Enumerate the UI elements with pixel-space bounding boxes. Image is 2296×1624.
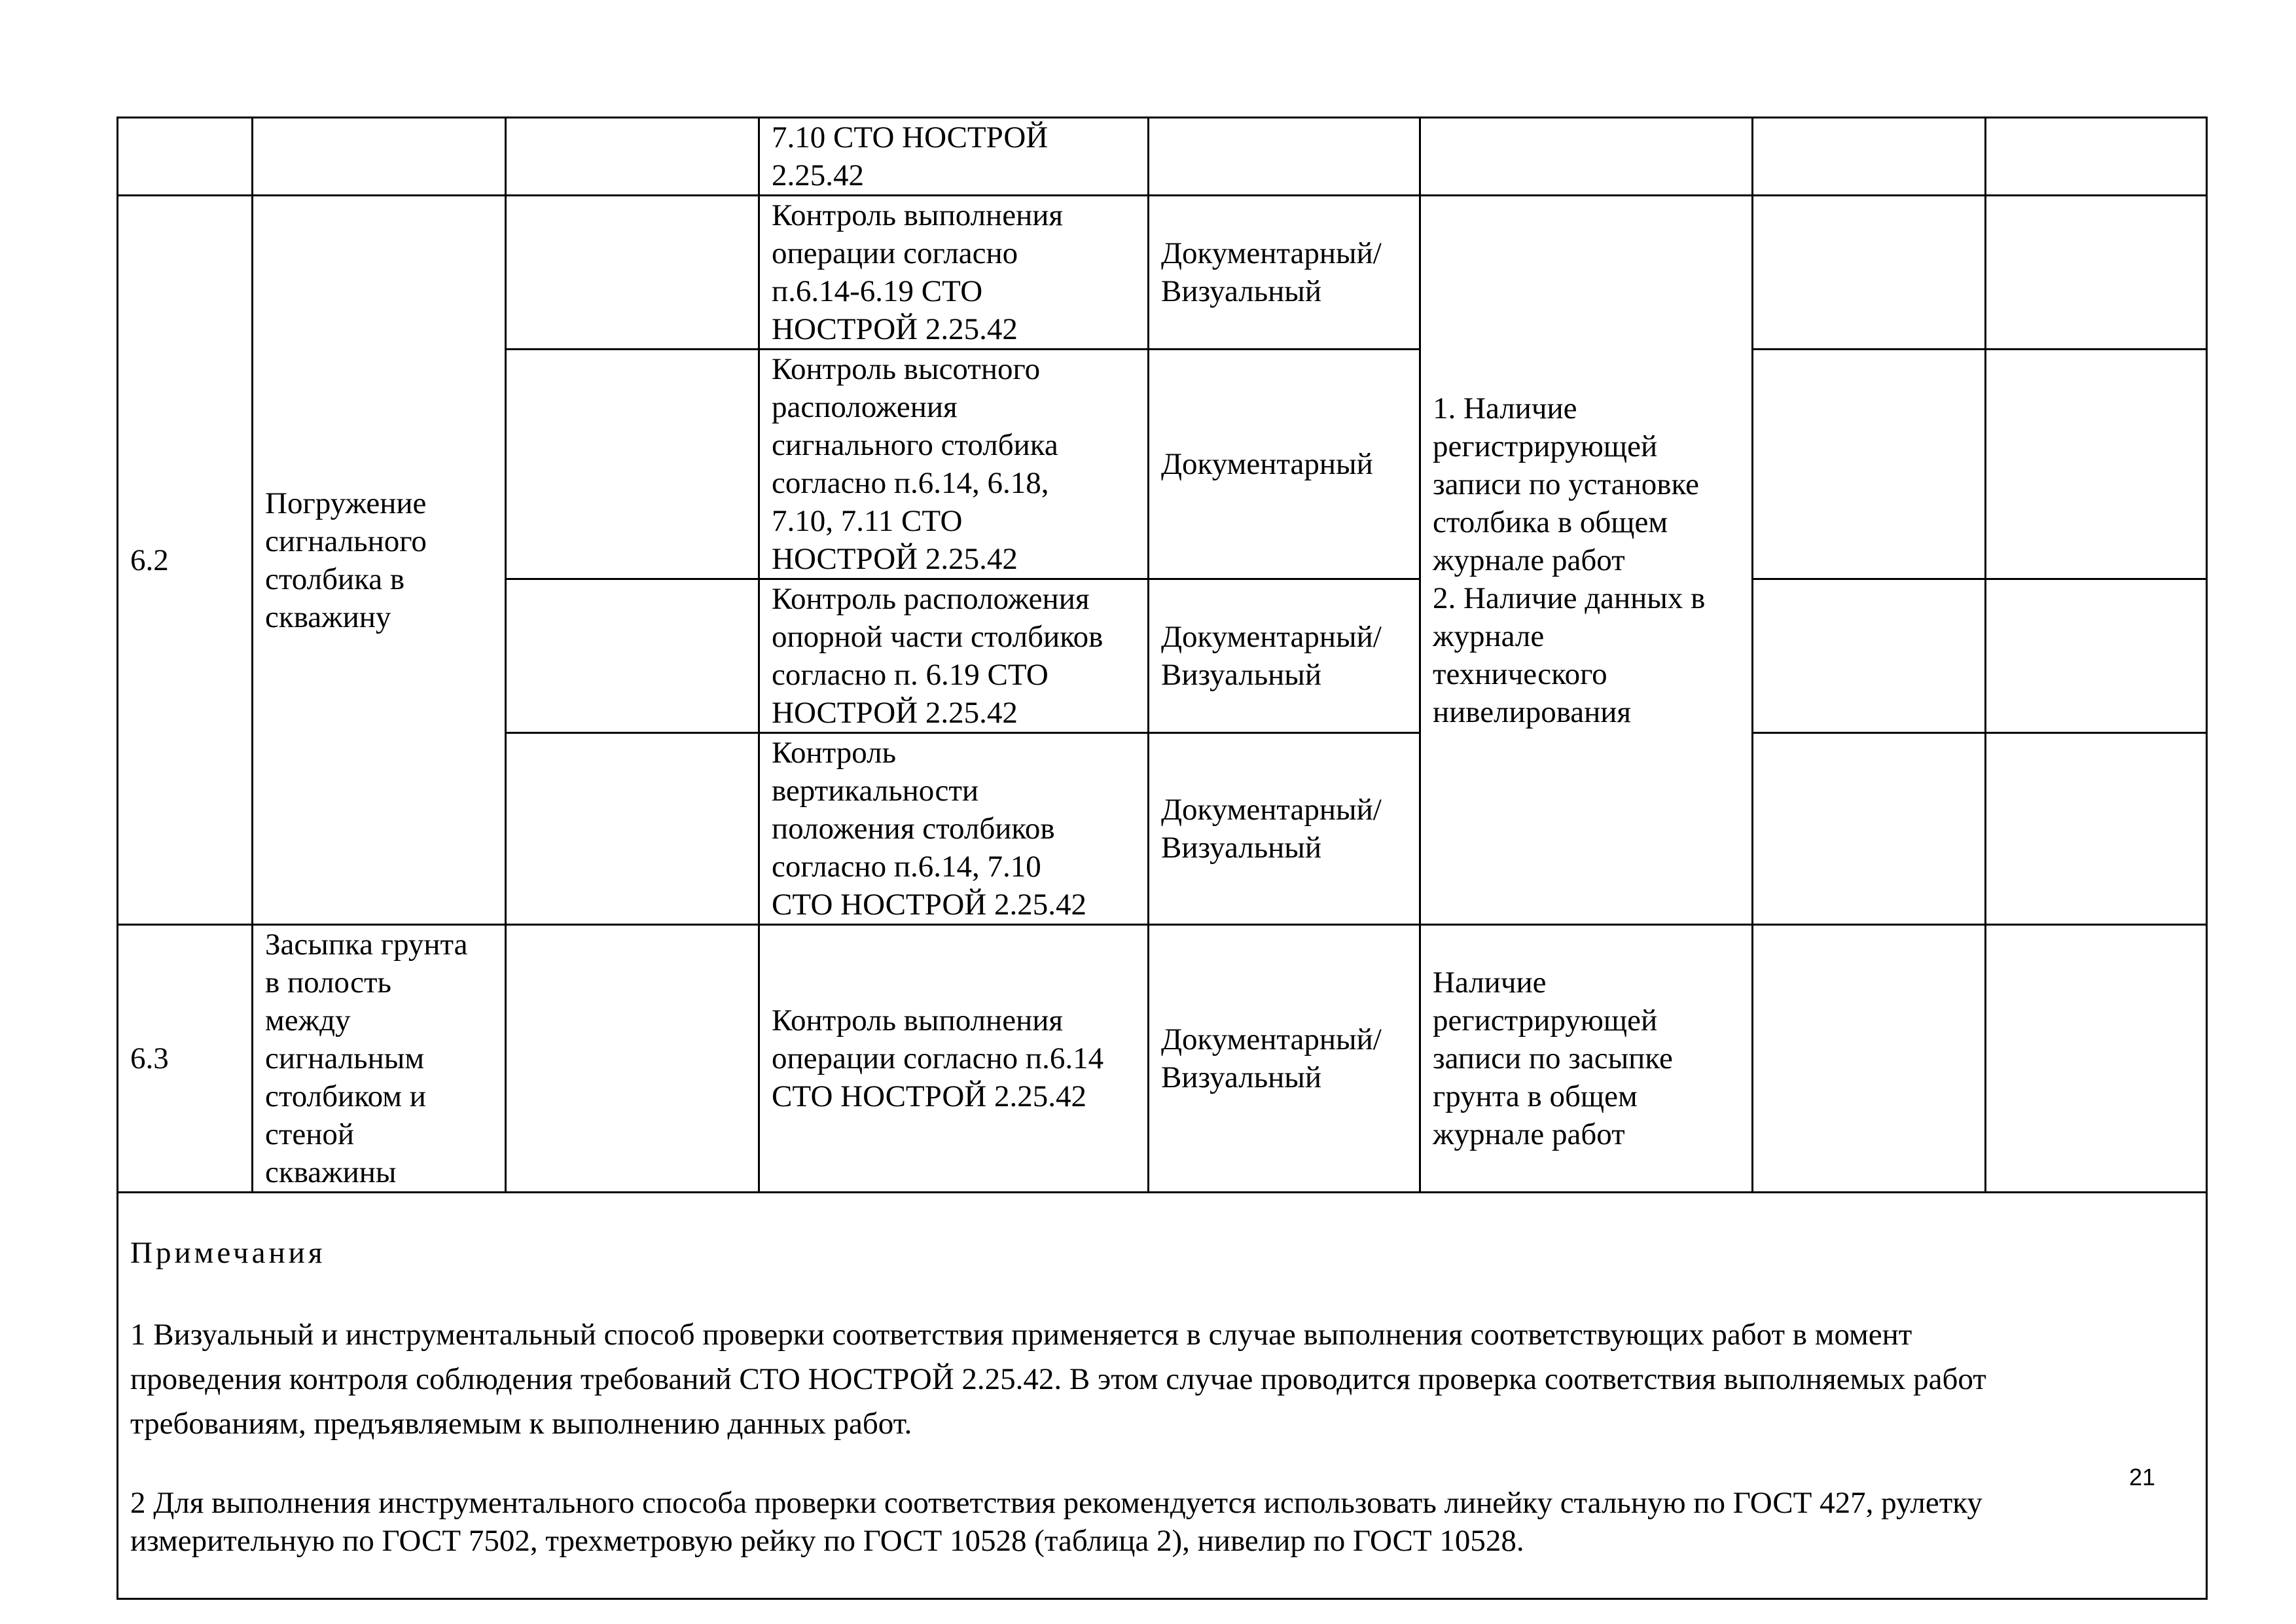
table-cell bbox=[1753, 579, 1986, 733]
page-number: 21 bbox=[2128, 1464, 2155, 1490]
control-cell: Контроль выполнения операции согласно п.6.14-6.19 СТО НОСТРОЙ 2.25.42 bbox=[759, 196, 1149, 350]
table-cell bbox=[1986, 925, 2207, 1193]
table-cell bbox=[1986, 350, 2207, 579]
method-cell: Документарный bbox=[1149, 350, 1420, 579]
table-cell bbox=[1753, 925, 1986, 1193]
table-cell bbox=[1753, 733, 1986, 925]
notes-title: Примечания bbox=[130, 1236, 326, 1270]
table-cell bbox=[1986, 579, 2207, 733]
method-cell: Документарный/ Визуальный bbox=[1149, 196, 1420, 350]
item-number: 6.3 bbox=[118, 925, 253, 1193]
inspection-table bbox=[117, 117, 2208, 1600]
note-2: 2 Для выполнения инструментального способа проверки соответствия рекомендуется использовать линейку стальную по ГОСТ 427, рулетку измерительную по ГОСТ 7502, трехметровую рейку по ГОСТ 10528 (таблица 2), нивелир по ГОСТ 10528. bbox=[130, 1486, 1982, 1558]
control-cell: Контроль расположения опорной части столбиков согласно п. 6.19 СТО НОСТРОЙ 2.25.42 bbox=[759, 579, 1149, 733]
notes-cell bbox=[118, 1193, 2207, 1599]
control-cell: Контроль выполнения операции согласно п.6.14 СТО НОСТРОЙ 2.25.42 bbox=[759, 925, 1149, 1193]
note-1: 1 Визуальный и инструментальный способ проверки соответствия применяется в случае выполнения соответствующих работ в момент проведения контроля соблюдения требований СТО НОСТРОЙ 2.25.42. В этом случае проводится проверка соответствия выполняемых работ требованиям, предъявляемым к выполнению данных работ. bbox=[130, 1318, 1986, 1441]
table-cell bbox=[1753, 350, 1986, 579]
table-cell bbox=[506, 118, 759, 196]
method-cell: Документарный/ Визуальный bbox=[1149, 733, 1420, 925]
table-cell bbox=[1986, 118, 2207, 196]
operation-cell: Засыпка грунта в полость между сигнальным столбиком и стеной скважины bbox=[253, 925, 506, 1193]
control-cell: 7.10 СТО НОСТРОЙ 2.25.42 bbox=[759, 118, 1149, 196]
table-cell bbox=[118, 118, 253, 196]
table-cell bbox=[1986, 733, 2207, 925]
table-cell bbox=[1753, 196, 1986, 350]
table-cell bbox=[1149, 118, 1420, 196]
operation-cell: Погружение сигнального столбика в скважину bbox=[253, 196, 506, 925]
table-cell bbox=[1753, 118, 1986, 196]
table-row bbox=[118, 196, 2207, 350]
continuation-row bbox=[118, 118, 2207, 196]
table-cell bbox=[506, 579, 759, 733]
table-row bbox=[118, 925, 2207, 1193]
table-cell bbox=[1986, 196, 2207, 350]
item-number: 6.2 bbox=[118, 196, 253, 925]
table-cell bbox=[506, 733, 759, 925]
table-cell bbox=[506, 925, 759, 1193]
result-cell: 1. Наличие регистрирующей записи по установке столбика в общем журнале работ 2. Наличие данных в журнале технического нивелирования bbox=[1420, 196, 1753, 925]
notes-row bbox=[118, 1193, 2207, 1599]
method-cell: Документарный/ Визуальный bbox=[1149, 579, 1420, 733]
result-cell: Наличие регистрирующей записи по засыпке грунта в общем журнале работ bbox=[1420, 925, 1753, 1193]
control-cell: Контроль высотного расположения сигнального столбика согласно п.6.14, 6.18, 7.10, 7.11 СТО НОСТРОЙ 2.25.42 bbox=[759, 350, 1149, 579]
table-cell bbox=[1420, 118, 1753, 196]
control-cell: Контроль вертикальности положения столбиков согласно п.6.14, 7.10 СТО НОСТРОЙ 2.25.42 bbox=[759, 733, 1149, 925]
table-cell bbox=[506, 196, 759, 350]
method-cell: Документарный/ Визуальный bbox=[1149, 925, 1420, 1193]
table-cell bbox=[506, 350, 759, 579]
table-cell bbox=[253, 118, 506, 196]
